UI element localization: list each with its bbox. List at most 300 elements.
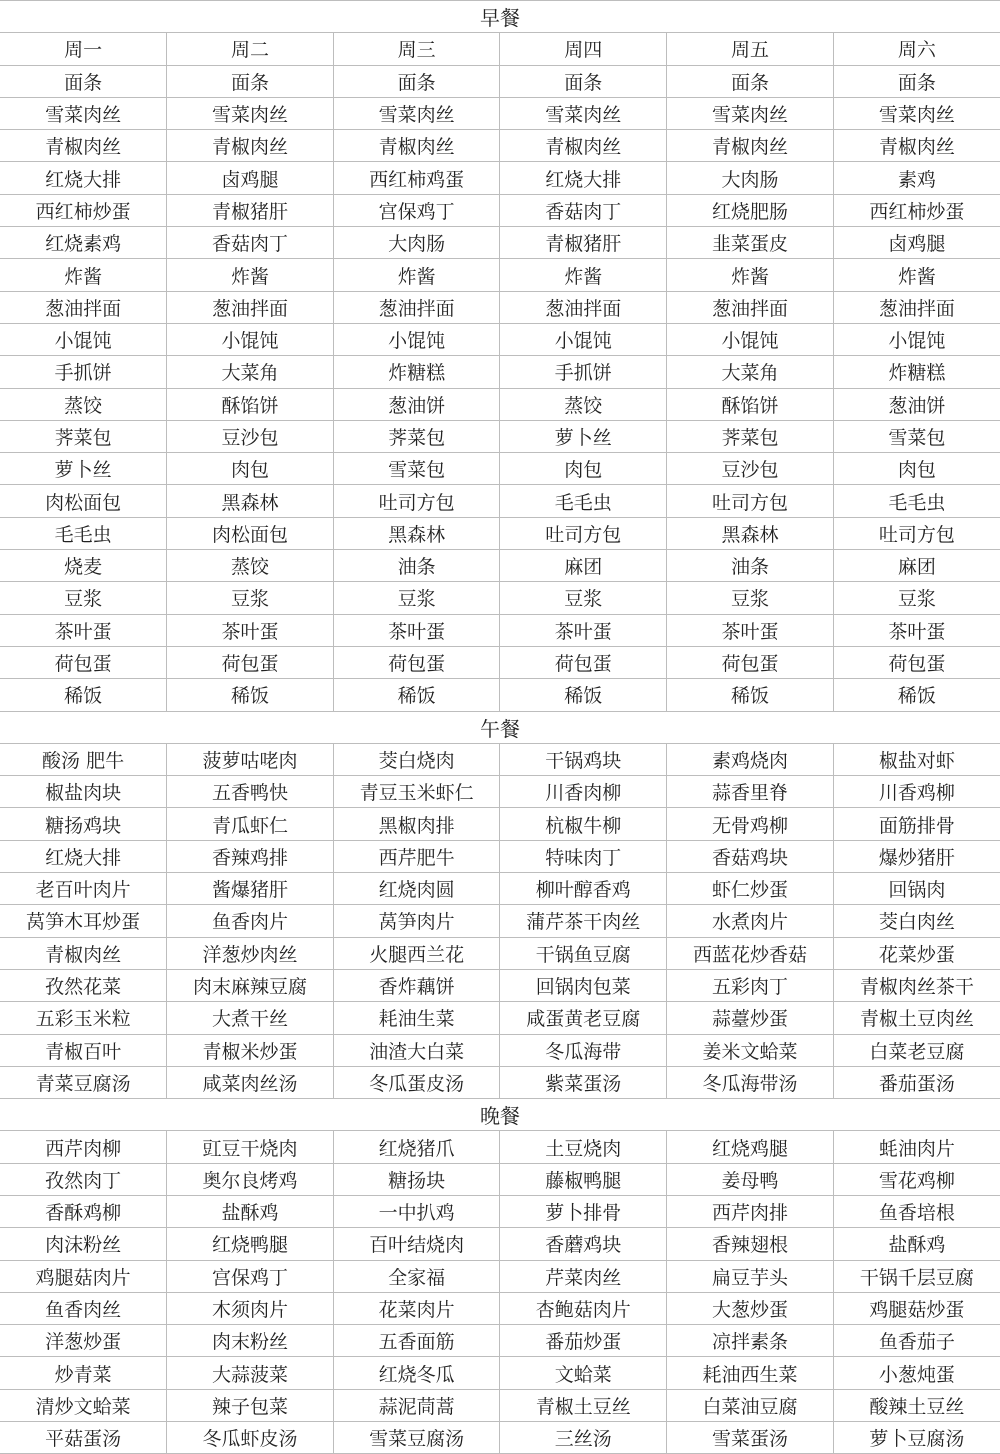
dish-cell: 茭白烧肉 (333, 743, 500, 775)
dish-cell: 土豆烧肉 (500, 1131, 667, 1163)
dish-cell: 香辣翅根 (667, 1228, 834, 1260)
dish-cell: 洋葱炒蛋 (0, 1325, 167, 1357)
dish-cell: 红烧猪爪 (333, 1131, 500, 1163)
dish-cell: 荠菜包 (0, 420, 167, 452)
dish-cell: 麻团 (833, 550, 1000, 582)
dish-cell: 雪菜肉丝 (500, 97, 667, 129)
dish-cell: 豆沙包 (167, 420, 334, 452)
dish-cell: 稀饭 (333, 679, 500, 711)
dish-cell: 青椒肉丝 (167, 130, 334, 162)
dish-cell: 吐司方包 (500, 517, 667, 549)
dish-cell: 炸酱 (167, 259, 334, 291)
dish-cell: 萝卜排骨 (500, 1195, 667, 1227)
dish-cell: 青椒肉丝 (500, 130, 667, 162)
dish-cell: 鱼香肉片 (167, 905, 334, 937)
dish-cell: 无骨鸡柳 (667, 808, 834, 840)
dish-cell: 雪菜蛋汤 (667, 1422, 834, 1454)
dish-cell: 葱油拌面 (833, 291, 1000, 323)
dish-cell: 西红柿鸡蛋 (333, 162, 500, 194)
dish-cell: 豆沙包 (667, 453, 834, 485)
dish-cell: 麻团 (500, 550, 667, 582)
dish-cell: 炒青菜 (0, 1357, 167, 1389)
table-row (0, 937, 1000, 969)
dish-cell: 小馄饨 (667, 323, 834, 355)
dish-cell: 葱油饼 (833, 388, 1000, 420)
weekday-header: 周二 (167, 33, 334, 65)
table-row (0, 453, 1000, 485)
dish-cell: 杏鲍菇肉片 (500, 1292, 667, 1324)
dish-cell: 宫保鸡丁 (333, 194, 500, 226)
dish-cell: 茶叶蛋 (833, 614, 1000, 646)
dish-cell: 糖扬鸡块 (0, 808, 167, 840)
dish-cell: 西红柿炒蛋 (0, 194, 167, 226)
dish-cell: 青椒肉丝 (0, 937, 167, 969)
dish-cell: 鸡腿菇炒蛋 (833, 1292, 1000, 1324)
dish-cell: 肉松面包 (0, 485, 167, 517)
dish-cell: 花菜肉片 (333, 1292, 500, 1324)
table-row (0, 259, 1000, 291)
dish-cell: 藤椒鸭腿 (500, 1163, 667, 1195)
dish-cell: 炸酱 (333, 259, 500, 291)
dish-cell: 青椒肉丝 (0, 130, 167, 162)
dish-cell: 青椒猪肝 (167, 194, 334, 226)
table-row (0, 1260, 1000, 1292)
dish-cell: 五彩玉米粒 (0, 1002, 167, 1034)
dish-cell: 雪菜肉丝 (333, 97, 500, 129)
table-row (0, 969, 1000, 1001)
dish-cell: 五彩肉丁 (667, 969, 834, 1001)
dish-cell: 番茄蛋汤 (833, 1066, 1000, 1098)
dish-cell: 萝卜豆腐汤 (833, 1422, 1000, 1454)
dish-cell: 青椒土豆丝 (500, 1389, 667, 1421)
dish-cell: 青椒土豆肉丝 (833, 1002, 1000, 1034)
dish-cell: 茶叶蛋 (0, 614, 167, 646)
dish-cell: 卤鸡腿 (833, 227, 1000, 259)
dish-cell: 雪菜肉丝 (167, 97, 334, 129)
weekday-header: 周一 (0, 33, 167, 65)
dish-cell: 红烧冬瓜 (333, 1357, 500, 1389)
dish-cell: 鱼香肉丝 (0, 1292, 167, 1324)
dish-cell: 糖扬块 (333, 1163, 500, 1195)
dish-cell: 豆浆 (0, 582, 167, 614)
dish-cell: 大蒜菠菜 (167, 1357, 334, 1389)
dish-cell: 吐司方包 (333, 485, 500, 517)
dish-cell: 小馄饨 (833, 323, 1000, 355)
dish-cell: 葱油拌面 (333, 291, 500, 323)
dish-cell: 雪菜包 (333, 453, 500, 485)
dish-cell: 火腿西兰花 (333, 937, 500, 969)
dish-cell: 豆浆 (667, 582, 834, 614)
table-row (0, 291, 1000, 323)
dish-cell: 白菜老豆腐 (833, 1034, 1000, 1066)
table-row (0, 840, 1000, 872)
dish-cell: 稀饭 (0, 679, 167, 711)
dish-cell: 面条 (0, 65, 167, 97)
table-row (0, 194, 1000, 226)
dish-cell: 肉包 (833, 453, 1000, 485)
dish-cell: 大菜角 (167, 356, 334, 388)
table-row (0, 808, 1000, 840)
dish-cell: 柳叶醇香鸡 (500, 873, 667, 905)
dish-cell: 川香鸡柳 (833, 776, 1000, 808)
dish-cell: 椒盐肉块 (0, 776, 167, 808)
dish-cell: 炸糖糕 (333, 356, 500, 388)
table-row (0, 1002, 1000, 1034)
dish-cell: 姜母鸭 (667, 1163, 834, 1195)
table-row (0, 1195, 1000, 1227)
lunch-title: 午餐 (0, 711, 1000, 743)
breakfast-title: 早餐 (0, 1, 1000, 33)
dish-cell: 咸菜肉丝汤 (167, 1066, 334, 1098)
dish-cell: 素鸡烧肉 (667, 743, 834, 775)
dish-cell: 雪菜肉丝 (833, 97, 1000, 129)
dish-cell: 辣子包菜 (167, 1389, 334, 1421)
dish-cell: 五香面筋 (333, 1325, 500, 1357)
dish-cell: 炸酱 (500, 259, 667, 291)
dish-cell: 稀饭 (833, 679, 1000, 711)
table-row (0, 776, 1000, 808)
dish-cell: 面筋排骨 (833, 808, 1000, 840)
dish-cell: 面条 (167, 65, 334, 97)
dish-cell: 小葱炖蛋 (833, 1357, 1000, 1389)
dish-cell: 韭菜蛋皮 (667, 227, 834, 259)
dish-cell: 盐酥鸡 (167, 1195, 334, 1227)
table-row (0, 1422, 1000, 1454)
dish-cell: 红烧鸭腿 (167, 1228, 334, 1260)
dish-cell: 素鸡 (833, 162, 1000, 194)
dish-cell: 蒜薹炒蛋 (667, 1002, 834, 1034)
dish-cell: 肉末麻辣豆腐 (167, 969, 334, 1001)
dish-cell: 孜然花菜 (0, 969, 167, 1001)
dish-cell: 葱油拌面 (0, 291, 167, 323)
table-row (0, 323, 1000, 355)
dish-cell: 肉包 (167, 453, 334, 485)
table-row (0, 614, 1000, 646)
dish-cell: 洋葱炒肉丝 (167, 937, 334, 969)
dish-cell: 冬瓜虾皮汤 (167, 1422, 334, 1454)
dish-cell: 香菇肉丁 (167, 227, 334, 259)
dish-cell: 炸酱 (0, 259, 167, 291)
dish-cell: 毛毛虫 (833, 485, 1000, 517)
dish-cell: 雪花鸡柳 (833, 1163, 1000, 1195)
dish-cell: 鱼香茄子 (833, 1325, 1000, 1357)
dish-cell: 手抓饼 (500, 356, 667, 388)
dish-cell: 黑椒肉排 (333, 808, 500, 840)
dish-cell: 冬瓜蛋皮汤 (333, 1066, 500, 1098)
table-row (0, 679, 1000, 711)
table-row (0, 1228, 1000, 1260)
dish-cell: 青椒肉丝茶干 (833, 969, 1000, 1001)
dish-cell: 干锅鱼豆腐 (500, 937, 667, 969)
dish-cell: 莴笋木耳炒蛋 (0, 905, 167, 937)
dish-cell: 鱼香培根 (833, 1195, 1000, 1227)
dish-cell: 西芹肥牛 (333, 840, 500, 872)
dish-cell: 油条 (333, 550, 500, 582)
dish-cell: 雪菜肉丝 (667, 97, 834, 129)
dish-cell: 茶叶蛋 (167, 614, 334, 646)
dish-cell: 百叶结烧肉 (333, 1228, 500, 1260)
dish-cell: 面条 (833, 65, 1000, 97)
dish-cell: 香酥鸡柳 (0, 1195, 167, 1227)
dish-cell: 豆浆 (833, 582, 1000, 614)
dish-cell: 酥馅饼 (167, 388, 334, 420)
dish-cell: 五香鸭快 (167, 776, 334, 808)
dish-cell: 虾仁炒蛋 (667, 873, 834, 905)
dish-cell: 吐司方包 (667, 485, 834, 517)
dish-cell: 蒜香里脊 (667, 776, 834, 808)
dish-cell: 萝卜丝 (500, 420, 667, 452)
dish-cell: 面条 (500, 65, 667, 97)
dinner-section-header (0, 1099, 1000, 1131)
dish-cell: 三丝汤 (500, 1422, 667, 1454)
dish-cell: 西芹肉排 (667, 1195, 834, 1227)
dish-cell: 荠菜包 (333, 420, 500, 452)
dish-cell: 荷包蛋 (500, 646, 667, 678)
dish-cell: 蒸饺 (0, 388, 167, 420)
table-row (0, 65, 1000, 97)
dish-cell: 豆浆 (333, 582, 500, 614)
meal-menu-body (0, 1, 1000, 1454)
dish-cell: 大煮干丝 (167, 1002, 334, 1034)
table-row (0, 646, 1000, 678)
dish-cell: 香辣鸡排 (167, 840, 334, 872)
dish-cell: 香炸藕饼 (333, 969, 500, 1001)
dish-cell: 回锅肉包菜 (500, 969, 667, 1001)
dish-cell: 干锅鸡块 (500, 743, 667, 775)
dish-cell: 豆浆 (500, 582, 667, 614)
dish-cell: 豇豆干烧肉 (167, 1131, 334, 1163)
dish-cell: 雪菜豆腐汤 (333, 1422, 500, 1454)
dish-cell: 荷包蛋 (833, 646, 1000, 678)
dish-cell: 蒸饺 (500, 388, 667, 420)
dish-cell: 面条 (333, 65, 500, 97)
table-row (0, 1325, 1000, 1357)
table-row (0, 97, 1000, 129)
dish-cell: 青椒肉丝 (833, 130, 1000, 162)
table-row (0, 1034, 1000, 1066)
dish-cell: 冬瓜海带汤 (667, 1066, 834, 1098)
dish-cell: 葱油饼 (333, 388, 500, 420)
dish-cell: 毛毛虫 (0, 517, 167, 549)
dish-cell: 青豆玉米虾仁 (333, 776, 500, 808)
dish-cell: 黑森林 (667, 517, 834, 549)
dish-cell: 青椒百叶 (0, 1034, 167, 1066)
dish-cell: 西蓝花炒香菇 (667, 937, 834, 969)
dish-cell: 酥馅饼 (667, 388, 834, 420)
dish-cell: 小馄饨 (0, 323, 167, 355)
table-row (0, 356, 1000, 388)
dish-cell: 酸辣土豆丝 (833, 1389, 1000, 1421)
dish-cell: 小馄饨 (333, 323, 500, 355)
lunch-section-header (0, 711, 1000, 743)
dish-cell: 紫菜蛋汤 (500, 1066, 667, 1098)
dish-cell: 爆炒猪肝 (833, 840, 1000, 872)
dish-cell: 面条 (667, 65, 834, 97)
table-row (0, 420, 1000, 452)
weekday-header: 周五 (667, 33, 834, 65)
dish-cell: 雪菜肉丝 (0, 97, 167, 129)
dish-cell: 蒜泥茼蒿 (333, 1389, 500, 1421)
dish-cell: 鸡腿菇肉片 (0, 1260, 167, 1292)
dish-cell: 文蛤菜 (500, 1357, 667, 1389)
dish-cell: 蒲芹茶干肉丝 (500, 905, 667, 937)
dish-cell: 荠菜包 (667, 420, 834, 452)
dish-cell: 肉末粉丝 (167, 1325, 334, 1357)
dish-cell: 肉松面包 (167, 517, 334, 549)
dish-cell: 西芹肉柳 (0, 1131, 167, 1163)
weekday-header: 周四 (500, 33, 667, 65)
dish-cell: 炸糖糕 (833, 356, 1000, 388)
dish-cell: 蚝油肉片 (833, 1131, 1000, 1163)
dish-cell: 茶叶蛋 (333, 614, 500, 646)
dish-cell: 烧麦 (0, 550, 167, 582)
table-row (0, 517, 1000, 549)
dish-cell: 番茄炒蛋 (500, 1325, 667, 1357)
dish-cell: 清炒文蛤菜 (0, 1389, 167, 1421)
dish-cell: 荷包蛋 (167, 646, 334, 678)
dish-cell: 青椒肉丝 (333, 130, 500, 162)
dish-cell: 耗油生菜 (333, 1002, 500, 1034)
dish-cell: 红烧肥肠 (667, 194, 834, 226)
table-row (0, 905, 1000, 937)
dish-cell: 孜然肉丁 (0, 1163, 167, 1195)
dish-cell: 吐司方包 (833, 517, 1000, 549)
dish-cell: 豆浆 (167, 582, 334, 614)
table-row (0, 388, 1000, 420)
dish-cell: 扁豆芋头 (667, 1260, 834, 1292)
dish-cell: 大葱炒蛋 (667, 1292, 834, 1324)
weekday-header: 周三 (333, 33, 500, 65)
dish-cell: 红烧肉圆 (333, 873, 500, 905)
dish-cell: 椒盐对虾 (833, 743, 1000, 775)
dish-cell: 莴笋肉片 (333, 905, 500, 937)
dish-cell: 手抓饼 (0, 356, 167, 388)
dish-cell: 葱油拌面 (667, 291, 834, 323)
dish-cell: 大菜角 (667, 356, 834, 388)
dish-cell: 姜米文蛤菜 (667, 1034, 834, 1066)
dish-cell: 香菇鸡块 (667, 840, 834, 872)
table-row (0, 873, 1000, 905)
dish-cell: 蒸饺 (167, 550, 334, 582)
dish-cell: 毛毛虫 (500, 485, 667, 517)
dish-cell: 葱油拌面 (500, 291, 667, 323)
dish-cell: 红烧鸡腿 (667, 1131, 834, 1163)
dish-cell: 炸酱 (667, 259, 834, 291)
dish-cell: 茶叶蛋 (500, 614, 667, 646)
breakfast-section-header (0, 1, 1000, 33)
dish-cell: 盐酥鸡 (833, 1228, 1000, 1260)
table-row (0, 582, 1000, 614)
dish-cell: 芹菜肉丝 (500, 1260, 667, 1292)
dish-cell: 黑森林 (167, 485, 334, 517)
dish-cell: 雪菜包 (833, 420, 1000, 452)
dish-cell: 酱爆猪肝 (167, 873, 334, 905)
dish-cell: 花菜炒蛋 (833, 937, 1000, 969)
dish-cell: 咸蛋黄老豆腐 (500, 1002, 667, 1034)
dish-cell: 萝卜丝 (0, 453, 167, 485)
dish-cell: 小馄饨 (500, 323, 667, 355)
table-row (0, 1389, 1000, 1421)
dish-cell: 老百叶肉片 (0, 873, 167, 905)
dish-cell: 白菜油豆腐 (667, 1389, 834, 1421)
table-row (0, 1292, 1000, 1324)
table-row (0, 227, 1000, 259)
dish-cell: 黑森林 (333, 517, 500, 549)
dish-cell: 稀饭 (167, 679, 334, 711)
dish-cell: 青菜豆腐汤 (0, 1066, 167, 1098)
table-row (0, 130, 1000, 162)
dish-cell: 红烧大排 (0, 840, 167, 872)
dish-cell: 油条 (667, 550, 834, 582)
dish-cell: 稀饭 (667, 679, 834, 711)
dish-cell: 茶叶蛋 (667, 614, 834, 646)
dish-cell: 奥尔良烤鸡 (167, 1163, 334, 1195)
dish-cell: 一中扒鸡 (333, 1195, 500, 1227)
dish-cell: 回锅肉 (833, 873, 1000, 905)
dish-cell: 大肉肠 (667, 162, 834, 194)
dish-cell: 川香肉柳 (500, 776, 667, 808)
dish-cell: 平菇蛋汤 (0, 1422, 167, 1454)
dish-cell: 香菇肉丁 (500, 194, 667, 226)
dish-cell: 青椒猪肝 (500, 227, 667, 259)
weekday-header: 周六 (833, 33, 1000, 65)
dish-cell: 肉沫粉丝 (0, 1228, 167, 1260)
dish-cell: 荷包蛋 (0, 646, 167, 678)
dish-cell: 油渣大白菜 (333, 1034, 500, 1066)
dish-cell: 炸酱 (833, 259, 1000, 291)
dish-cell: 红烧大排 (500, 162, 667, 194)
dish-cell: 青椒肉丝 (667, 130, 834, 162)
dish-cell: 水煮肉片 (667, 905, 834, 937)
dish-cell: 青瓜虾仁 (167, 808, 334, 840)
dish-cell: 西红柿炒蛋 (833, 194, 1000, 226)
dish-cell: 茭白肉丝 (833, 905, 1000, 937)
dish-cell: 酸汤 肥牛 (0, 743, 167, 775)
dish-cell: 荷包蛋 (667, 646, 834, 678)
dish-cell: 凉拌素条 (667, 1325, 834, 1357)
dish-cell: 大肉肠 (333, 227, 500, 259)
dish-cell: 特味肉丁 (500, 840, 667, 872)
table-row (0, 1066, 1000, 1098)
table-row (0, 550, 1000, 582)
dish-cell: 红烧大排 (0, 162, 167, 194)
table-row (0, 485, 1000, 517)
dish-cell: 稀饭 (500, 679, 667, 711)
dish-cell: 葱油拌面 (167, 291, 334, 323)
table-row (0, 1357, 1000, 1389)
table-row (0, 162, 1000, 194)
dish-cell: 全家福 (333, 1260, 500, 1292)
dish-cell: 宫保鸡丁 (167, 1260, 334, 1292)
dish-cell: 青椒米炒蛋 (167, 1034, 334, 1066)
dish-cell: 荷包蛋 (333, 646, 500, 678)
table-row (0, 1163, 1000, 1195)
weekday-header-row (0, 33, 1000, 65)
table-row (0, 1131, 1000, 1163)
dish-cell: 干锅千层豆腐 (833, 1260, 1000, 1292)
dish-cell: 冬瓜海带 (500, 1034, 667, 1066)
dish-cell: 杭椒牛柳 (500, 808, 667, 840)
dish-cell: 小馄饨 (167, 323, 334, 355)
table-row (0, 743, 1000, 775)
dinner-title: 晚餐 (0, 1099, 1000, 1131)
dish-cell: 耗油西生菜 (667, 1357, 834, 1389)
dish-cell: 菠萝咕咾肉 (167, 743, 334, 775)
dish-cell: 红烧素鸡 (0, 227, 167, 259)
dish-cell: 卤鸡腿 (167, 162, 334, 194)
dish-cell: 香蘑鸡块 (500, 1228, 667, 1260)
dish-cell: 肉包 (500, 453, 667, 485)
